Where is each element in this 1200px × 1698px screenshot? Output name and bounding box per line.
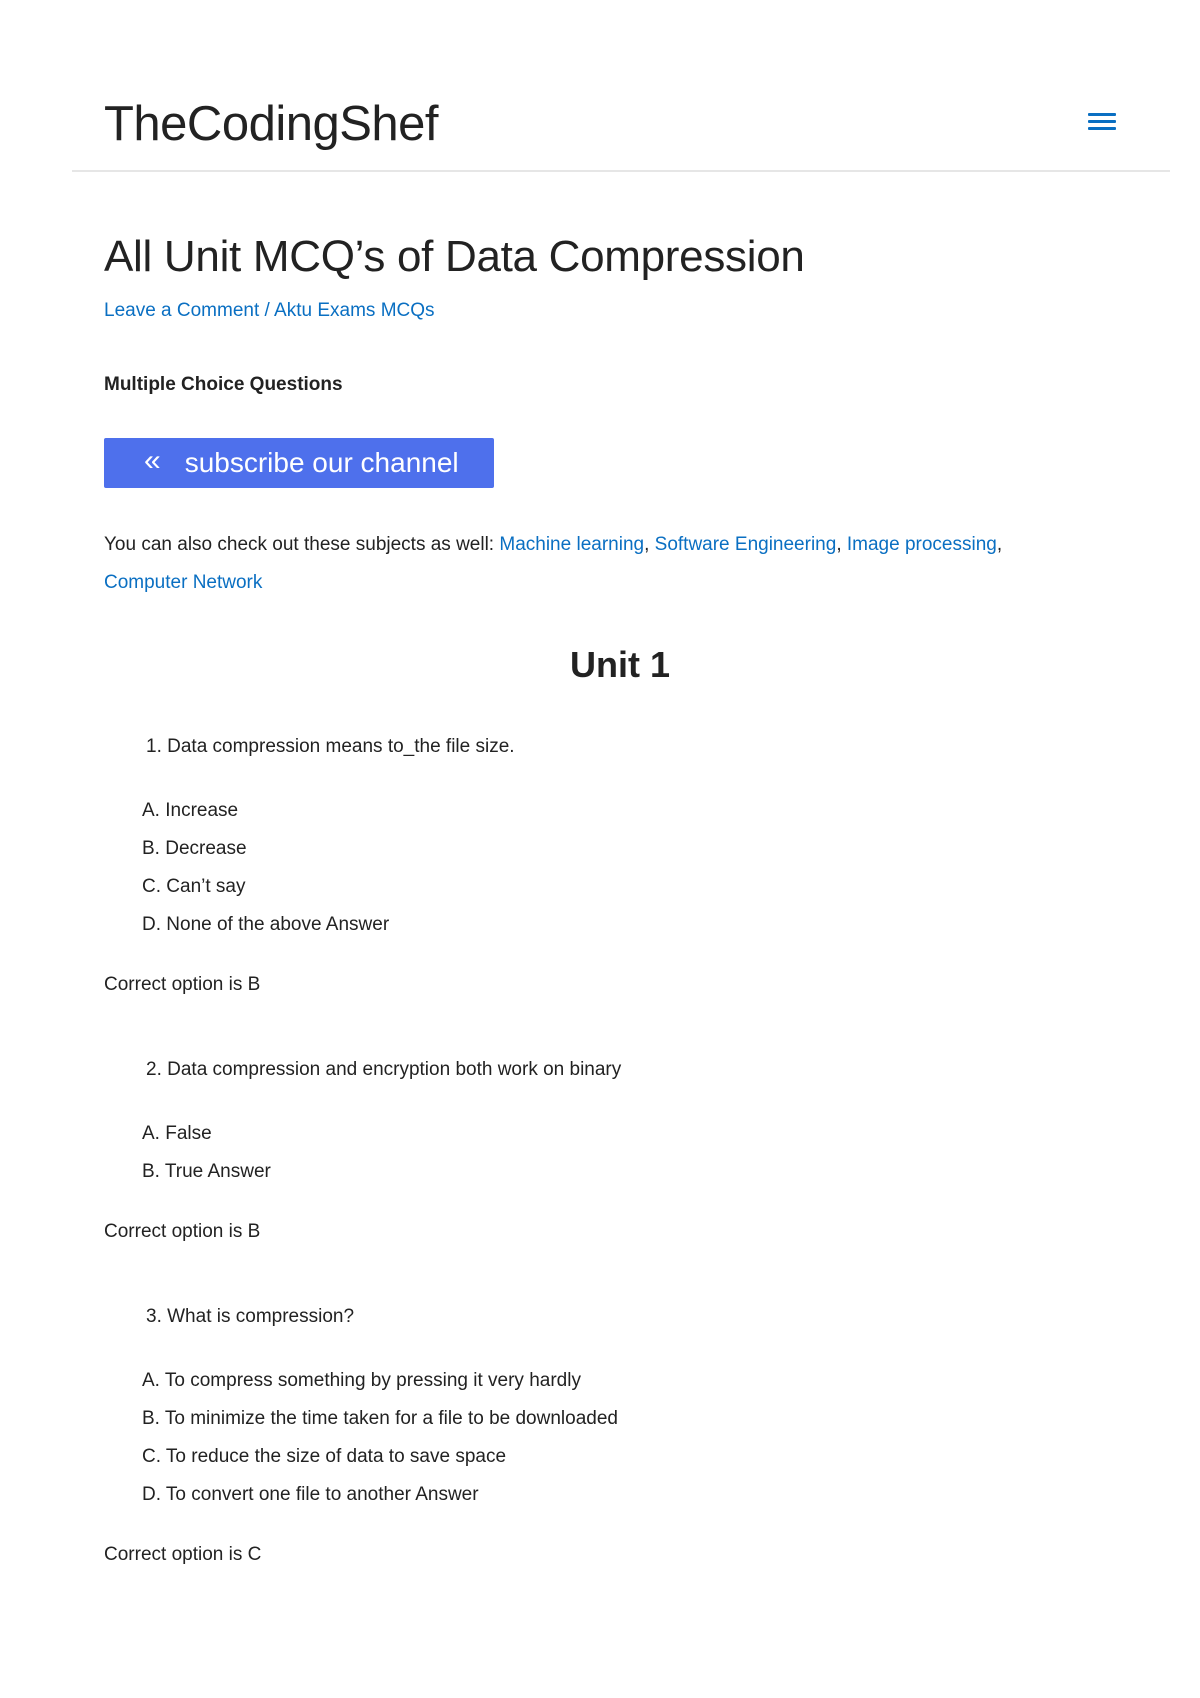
option-item: C. Can’t say [142, 876, 246, 897]
mcq-question [104, 1306, 1104, 1566]
option-item: D. To convert one file to another Answer [142, 1484, 479, 1505]
category-link[interactable]: Aktu Exams MCQs [274, 300, 435, 321]
subject-link-computer-network[interactable]: Computer Network [104, 572, 263, 593]
question-text: 3. What is compression? [146, 1306, 355, 1327]
subscribe-button[interactable] [104, 438, 494, 488]
option-item: D. None of the above Answer [142, 914, 390, 935]
subject-link-image-processing[interactable]: Image processing [846, 534, 997, 555]
site-header [72, 84, 1170, 172]
site-title[interactable]: TheCodingShef [104, 97, 439, 151]
option-list [104, 792, 1104, 944]
hamburger-menu-icon[interactable] [1088, 110, 1116, 134]
related-subjects-prefix: You can also check out these subjects as well: [104, 534, 500, 555]
option-item: A. False [142, 1123, 212, 1144]
option-list [104, 1362, 1104, 1514]
option-item: C. To reduce the size of data to save space [142, 1446, 507, 1467]
related-subjects: You can also check out these subjects as well: Machine learning, Software Engineering, Image processing, Computer Network [104, 534, 1003, 593]
post-meta [104, 300, 435, 322]
correct-answer: Correct option is C [104, 1544, 262, 1565]
post-title: All Unit MCQ’s of Data Compression [104, 232, 805, 281]
correct-answer: Correct option is B [104, 974, 261, 995]
option-item: A. Increase [142, 800, 239, 821]
mcq-question [104, 736, 1104, 996]
option-item: B. True Answer [142, 1161, 271, 1182]
option-list [104, 1115, 1104, 1191]
option-item: A. To compress something by pressing it very hardly [142, 1370, 581, 1391]
unit-heading: Unit 1 [569, 644, 670, 685]
leave-comment-link[interactable]: Leave a Comment [104, 300, 260, 321]
option-item: B. Decrease [142, 838, 247, 859]
option-item: B. To minimize the time taken for a file to be downloaded [142, 1408, 618, 1429]
subject-link-software-engineering[interactable]: Software Engineering [654, 534, 837, 555]
question-text: 2. Data compression and encryption both work on binary [146, 1059, 622, 1080]
subject-link-machine-learning[interactable]: Machine learning [499, 534, 645, 555]
question-text: 1. Data compression means to_the file size. [146, 736, 515, 757]
correct-answer: Correct option is B [104, 1221, 261, 1242]
meta-separator: / [259, 300, 275, 321]
mcq-question [104, 1059, 1104, 1243]
double-chevron-left-icon: « [144, 444, 161, 477]
subscribe-button-label: subscribe our channel [184, 447, 459, 478]
intro-heading: Multiple Choice Questions [104, 374, 343, 395]
